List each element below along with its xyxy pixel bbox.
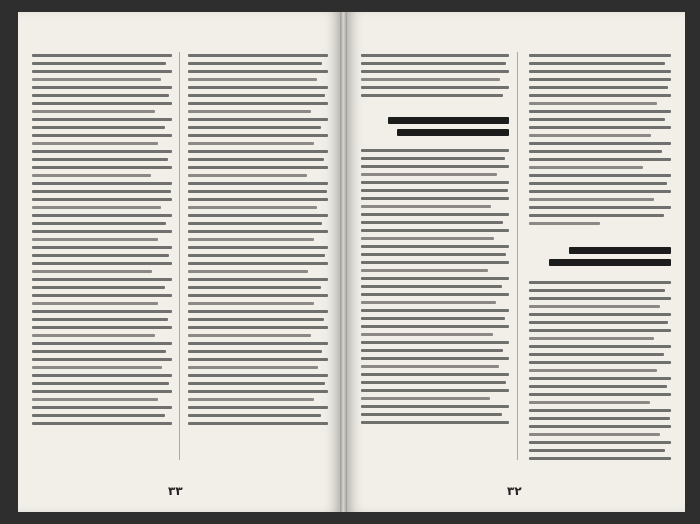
left-page-right-column (188, 54, 328, 430)
left-column-rule (179, 52, 180, 460)
right-page-number: ٣٢ (507, 484, 522, 498)
right-page-left-column (361, 54, 509, 429)
book-gutter (340, 12, 347, 512)
left-page-number: ٣٣ (168, 484, 183, 498)
left-page (18, 12, 340, 512)
right-page-right-column (529, 54, 671, 465)
right-column-rule (517, 52, 518, 460)
right-page (347, 12, 685, 512)
left-page-left-column (32, 54, 172, 430)
